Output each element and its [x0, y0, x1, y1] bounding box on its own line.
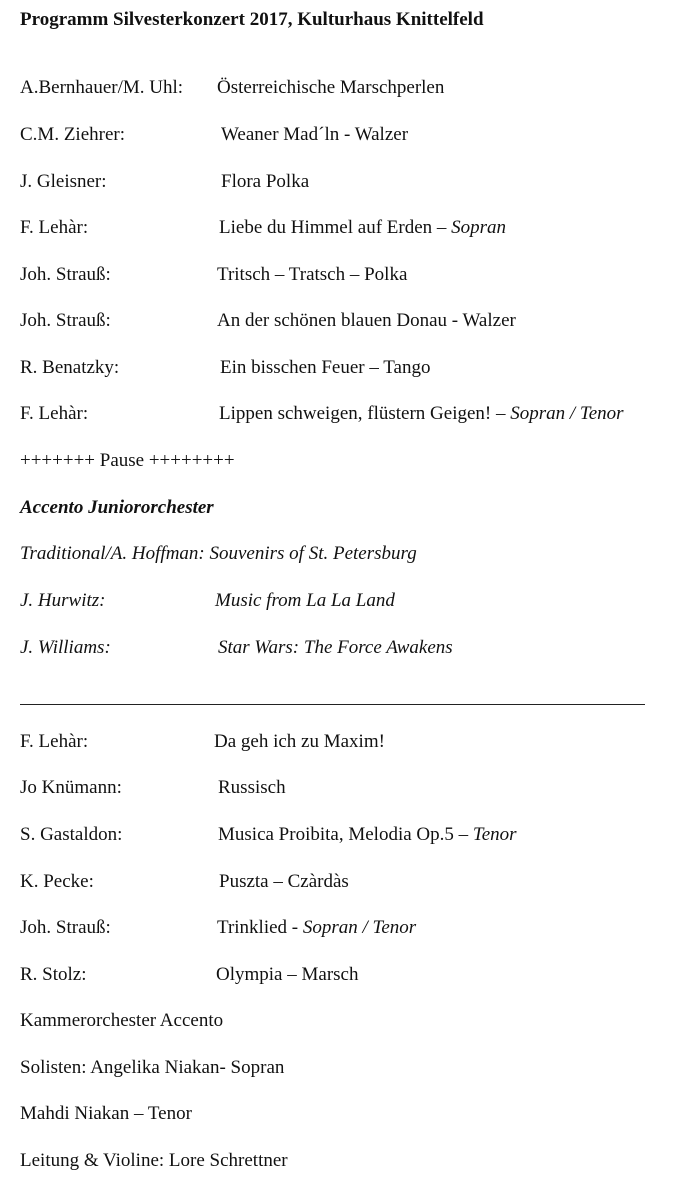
work-title: Ein bisschen Feuer – Tango	[220, 357, 431, 378]
work-title: Lippen schweigen, flüstern Geigen! –	[219, 403, 511, 424]
work-title: Liebe du Himmel auf Erden –	[219, 217, 452, 238]
conductor-line: Leitung & Violine: Lore Schrettner	[20, 1150, 288, 1171]
composer: J. Gleisner:	[20, 171, 107, 192]
soloist-line: Solisten: Angelika Niakan- Sopran	[20, 1057, 285, 1078]
work-title: Music from La La Land	[215, 590, 395, 611]
orchestra-name: Kammerorchester Accento	[20, 1010, 224, 1031]
work-with-role	[218, 823, 517, 847]
role-label: Sopran / Tenor	[510, 403, 624, 424]
composer: J. Hurwitz:	[20, 590, 106, 611]
composer: Joh. Strauß:	[20, 264, 111, 285]
program-entry	[20, 76, 183, 100]
pause-line: +++++++ Pause ++++++++	[20, 450, 235, 471]
work-title: Russisch	[218, 777, 286, 798]
work-with-role	[219, 216, 506, 240]
page-title: Programm Silvesterkonzert 2017, Kulturhaus Knittelfeld	[20, 9, 484, 30]
junior-line: Traditional/A. Hoffman: Souvenirs of St. Petersburg	[20, 543, 417, 564]
composer: C.M. Ziehrer:	[20, 124, 126, 145]
composer: F. Lehàr:	[20, 217, 89, 238]
soloist-line: Mahdi Niakan – Tenor	[20, 1103, 192, 1124]
work-title: Österreichische Marschperlen	[217, 77, 445, 98]
work-title: Musica Proibita, Melodia Op.5 –	[218, 824, 473, 845]
role-label: Sopran / Tenor	[302, 917, 417, 938]
work-with-role	[217, 916, 416, 940]
work-title: An der schönen blauen Donau - Walzer	[217, 310, 516, 331]
composer: J. Williams:	[20, 637, 111, 658]
composer: F. Lehàr:	[20, 731, 89, 752]
work-title: Weaner Mad´ln - Walzer	[221, 124, 409, 145]
role-label: Tenor	[472, 824, 517, 845]
composer: Joh. Strauß:	[20, 310, 111, 331]
composer: R. Benatzky:	[20, 357, 120, 378]
junior-heading: Accento Juniororchester	[20, 497, 214, 518]
work-with-role	[219, 402, 624, 426]
work-title: Tritsch – Tratsch – Polka	[217, 264, 408, 285]
composer: S. Gastaldon:	[20, 824, 123, 845]
work-title: Star Wars: The Force Awakens	[218, 637, 453, 658]
composer: Joh. Strauß:	[20, 917, 111, 938]
composer: R. Stolz:	[20, 964, 87, 985]
work-title: Puszta – Czàrdàs	[219, 871, 349, 892]
work-title: Da geh ich zu Maxim!	[214, 731, 385, 752]
work-title: Flora Polka	[221, 171, 310, 192]
composer: F. Lehàr:	[20, 403, 89, 424]
composer: A.Bernhauer/M. Uhl:	[20, 77, 184, 98]
work-title: Olympia – Marsch	[216, 964, 359, 985]
divider	[20, 704, 645, 705]
work-title: Trinklied -	[217, 917, 303, 938]
role-label: Sopran	[451, 217, 507, 238]
composer: Jo Knümann:	[20, 777, 122, 798]
composer: K. Pecke:	[20, 871, 94, 892]
